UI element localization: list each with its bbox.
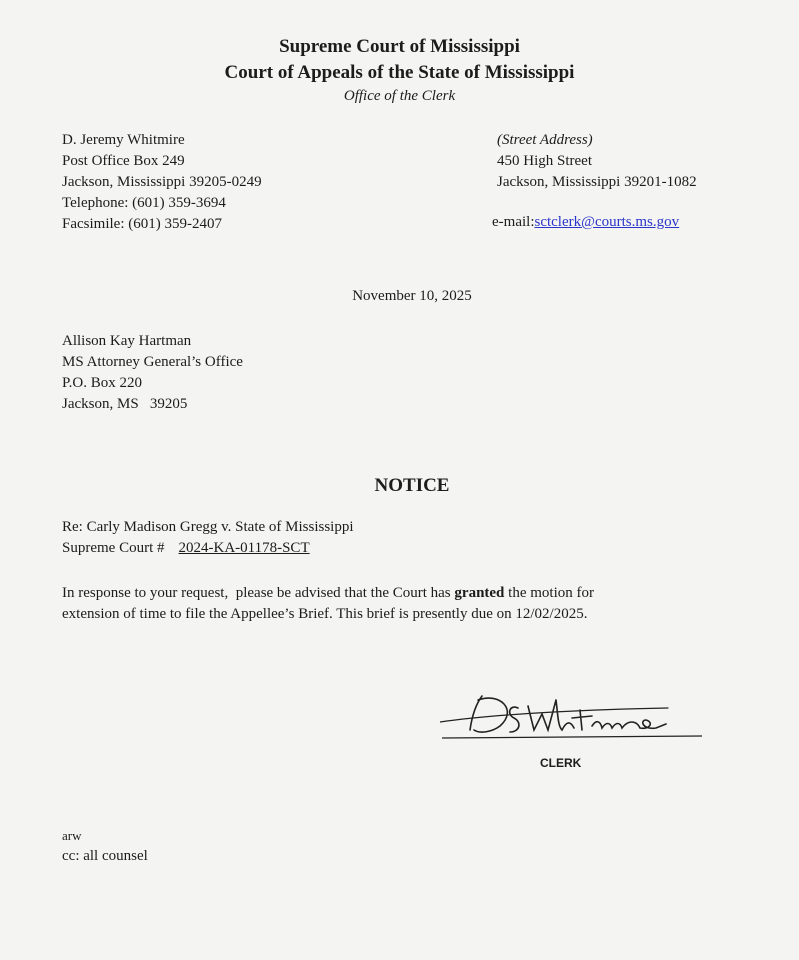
- notice-body: [62, 583, 594, 625]
- signature-line: [442, 736, 702, 738]
- clerk-contact-block: [62, 130, 262, 235]
- case-number: 2024-KA-01178-SCT: [178, 540, 310, 556]
- street-address-label: (Street Address): [497, 132, 593, 148]
- clerk-telephone: Telephone: (601) 359-3694: [62, 195, 226, 211]
- clerk-city: Jackson, Mississippi 39205-0249: [62, 174, 262, 190]
- body-line-1: [62, 583, 594, 604]
- email-link[interactable]: sctclerk@courts.ms.gov: [534, 214, 680, 230]
- court-name-appeals: Court of Appeals of the State of Mississippi: [224, 62, 575, 83]
- case-name: Re: Carly Madison Gregg v. State of Mississippi: [62, 519, 354, 535]
- signature-stroke-w: [528, 700, 574, 730]
- body-part-1: In response to your request, please be advised that the Court has: [62, 585, 455, 601]
- letter-date: November 10, 2025: [352, 288, 472, 304]
- clerk-signature: [440, 686, 710, 746]
- office-of-clerk: Office of the Clerk: [343, 88, 456, 104]
- court-name-supreme: Supreme Court of Mississippi: [279, 36, 520, 57]
- email-row: [492, 214, 679, 231]
- typist-initials: arw: [62, 828, 82, 843]
- clerk-title: CLERK: [540, 756, 582, 770]
- recipient-office: MS Attorney General’s Office: [62, 354, 243, 370]
- signature-stroke-itmire: [572, 710, 666, 730]
- street-address-block: [497, 130, 697, 193]
- body-line-2: extension of time to file the Appellee’s Brief. This brief is presently due on 12/02/2025.: [62, 606, 588, 622]
- email-label: e-mail:: [492, 214, 535, 230]
- recipient-name: Allison Kay Hartman: [62, 333, 192, 349]
- street-address-street: 450 High Street: [497, 153, 592, 169]
- signature-stroke-d: [470, 696, 507, 732]
- clerk-name: D. Jeremy Whitmire: [62, 132, 185, 148]
- notice-title: NOTICE: [374, 475, 450, 496]
- body-emphasis: granted: [454, 585, 505, 601]
- recipient-block: [62, 331, 243, 415]
- clerk-po-box: Post Office Box 249: [62, 153, 185, 169]
- recipient-po-box: P.O. Box 220: [62, 375, 143, 391]
- street-address-city: Jackson, Mississippi 39201-1082: [497, 174, 697, 190]
- body-part-2: the motion for: [504, 585, 594, 601]
- recipient-city: Jackson, MS 39205: [62, 396, 188, 412]
- court-number-label: Supreme Court #: [62, 540, 165, 556]
- case-number-row: [62, 538, 354, 559]
- cc-line: cc: all counsel: [62, 848, 148, 864]
- clerk-facsimile: Facsimile: (601) 359-2407: [62, 216, 222, 232]
- re-block: [62, 517, 354, 559]
- signature-stroke-s: [510, 707, 519, 732]
